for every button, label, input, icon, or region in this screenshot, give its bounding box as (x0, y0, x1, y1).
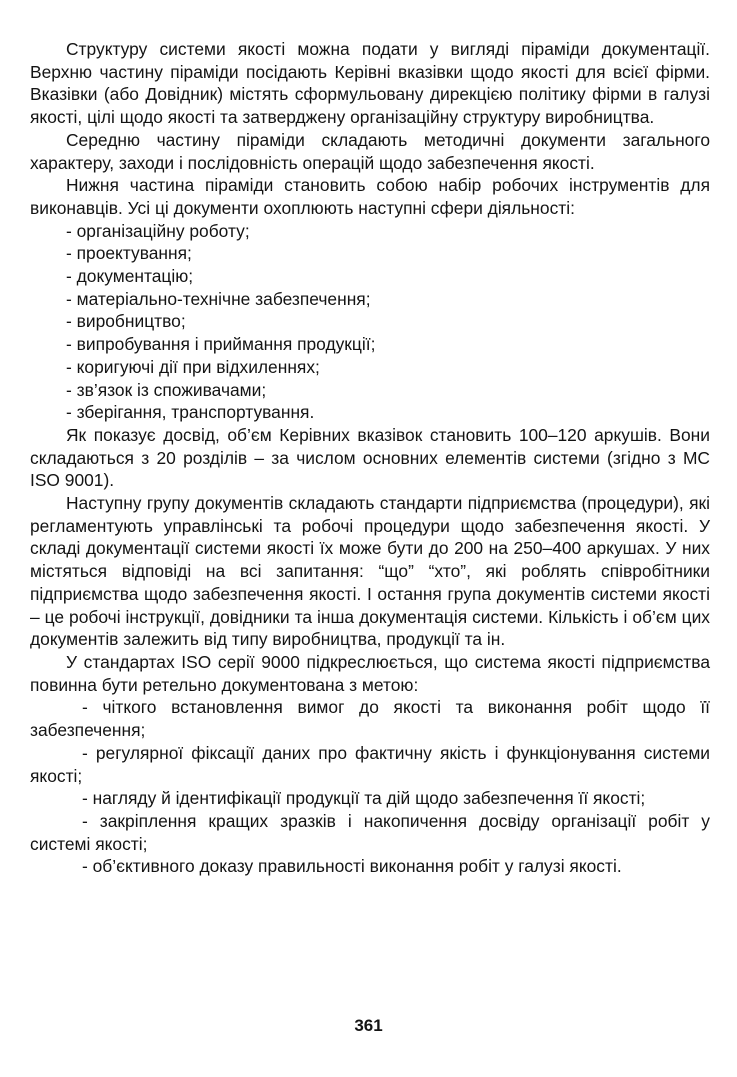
list-item: - організаційну роботу; (66, 220, 250, 241)
list-item: - випробування і приймання продукції; (66, 334, 376, 355)
list-item: - документацію; (66, 266, 194, 287)
list-item: - матеріально-технічне забезпечення; (66, 288, 371, 309)
paragraph-quality-pyramid: Структуру системи якості можна подати у вигляді піраміди документації. Верхню частину піраміди посідають Керівні вказівки щодо якості для всієї фірми. Вказівки (або Довідник) містять сформульовану дирекцією політику фірми в галузі якості, цілі щодо якості та затверджену організаційну структуру виробництва. (30, 39, 710, 128)
list-item: - об’єктивного доказу правильності виконання робіт у галузі якості. (82, 856, 622, 877)
list-item: - виробництво; (66, 311, 186, 332)
list-item: - регулярної фіксації даних про фактичну якість і функціонування системи якості; (30, 742, 710, 786)
spheres-list (30, 220, 710, 424)
list-item: - коригуючі дії при відхиленнях; (66, 356, 320, 377)
paragraph-guidelines-volume: Як показує досвід, об’єм Керівних вказівок становить 100–120 аркушів. Вони складаються з 20 розділів – за числом основних елементів системи (згідно з МС ISO 9001). (30, 424, 710, 491)
aims-list (30, 696, 710, 878)
page-text (30, 38, 710, 878)
list-item: - зв’язок із споживачами; (66, 379, 267, 400)
paragraph-iso-9000: У стандартах ISO серії 9000 підкреслюється, що система якості підприємства повинна бути ретельно документована з метою: (30, 651, 710, 695)
paragraph-lower-part: Нижня частина піраміди становить собою набір робочих інструментів для виконавців. Усі ці документи охоплюють наступні сфери діяльності: (30, 175, 710, 218)
list-item: - чіткого встановлення вимог до якості та виконання робіт щодо її забезпечення; (30, 697, 710, 741)
paragraph-enterprise-standards: Наступну групу документів складають стандарти підприємства (процедури), які регламентують управлінські та робочі процедури щодо забезпечення якості. У складі документації системи якості їх може бути до 200 на 250–400 аркушах. У них містяться відповіді на всі запитання: “що” “хто”, які роблять співробітники підприємства щодо забезпечення якості. І остання група документів системи якості – це робочі інструкції, довідники та інша документація системи. Кількість і об’єм цих документів залежить від типу виробництва, продукції та ін. (30, 493, 710, 650)
page-number: 361 (354, 1016, 383, 1035)
list-item: - проектування; (66, 243, 192, 264)
list-item: - закріплення кращих зразків і накопичення досвіду організації робіт у системі якості; (30, 810, 710, 854)
list-item: - зберігання, транспортування. (66, 402, 315, 423)
paragraph-middle-part: Середню частину піраміди складають методичні документи загального характеру, заходи і послідовність операцій щодо забезпечення якості. (30, 129, 710, 173)
list-item: - нагляду й ідентифікації продукції та дій щодо забезпечення її якості; (82, 788, 646, 809)
